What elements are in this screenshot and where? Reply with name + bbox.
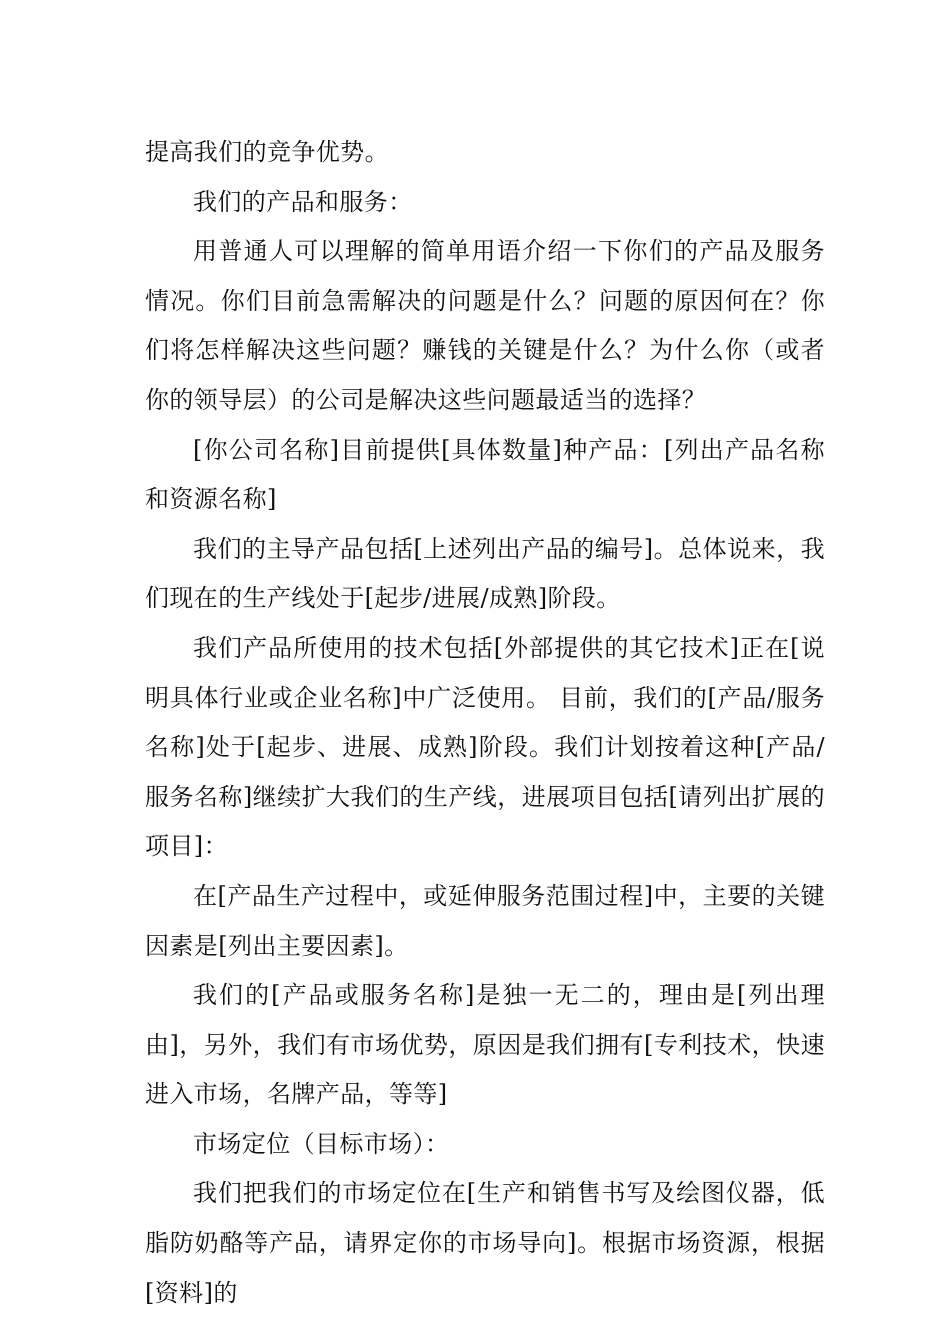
paragraph-technology: 我们产品所使用的技术包括[外部提供的其它技术]正在[说明具体行业或企业名称]中广泛使用。 目前，我们的[产品/服务名称]处于[起步、进展、成熟]阶段。我们计划按着这种[产品/服务名称]继续扩大我们的生产线，进展项目包括[请列出扩展的项目]：: [145, 633, 825, 861]
document-body: [145, 128, 825, 1318]
paragraph-product-count: [你公司名称]目前提供[具体数量]种产品：[列出产品名称和资源名称]: [145, 435, 825, 514]
paragraph-product-intro: 用普通人可以理解的简单用语介绍一下你们的产品及服务情况。你们目前急需解决的问题是什么？问题的原因何在？你们将怎样解决这些问题？赚钱的关键是什么？为什么你（或者你的领导层）的公司是解决这些问题最适当的选择？: [145, 237, 825, 414]
paragraph-key-factors: 在[产品生产过程中，或延伸服务范围过程]中，主要的关键因素是[列出主要因素]。: [145, 881, 825, 960]
paragraph-market-positioning: 我们把我们的市场定位在[生产和销售书写及绘图仪器，低脂防奶酪等产品，请界定你的市场导向]。根据市场资源，根据[资料]的: [145, 1179, 825, 1307]
paragraph-main-products: 我们的主导产品包括[上述列出产品的编号]。总体说来，我们现在的生产线处于[起步/进展/成熟]阶段。: [145, 534, 825, 613]
paragraph-continuation: 提高我们的竞争优势。: [145, 138, 389, 166]
section-heading-market-positioning: 市场定位（目标市场）：: [193, 1129, 450, 1158]
paragraph-uniqueness: 我们的[产品或服务名称]是独一无二的，理由是[列出理由]，另外，我们有市场优势，原因是我们拥有[专利技术，快速进入市场，名牌产品，等等]: [145, 981, 825, 1109]
section-heading-products-services: 我们的产品和服务：: [193, 187, 413, 216]
